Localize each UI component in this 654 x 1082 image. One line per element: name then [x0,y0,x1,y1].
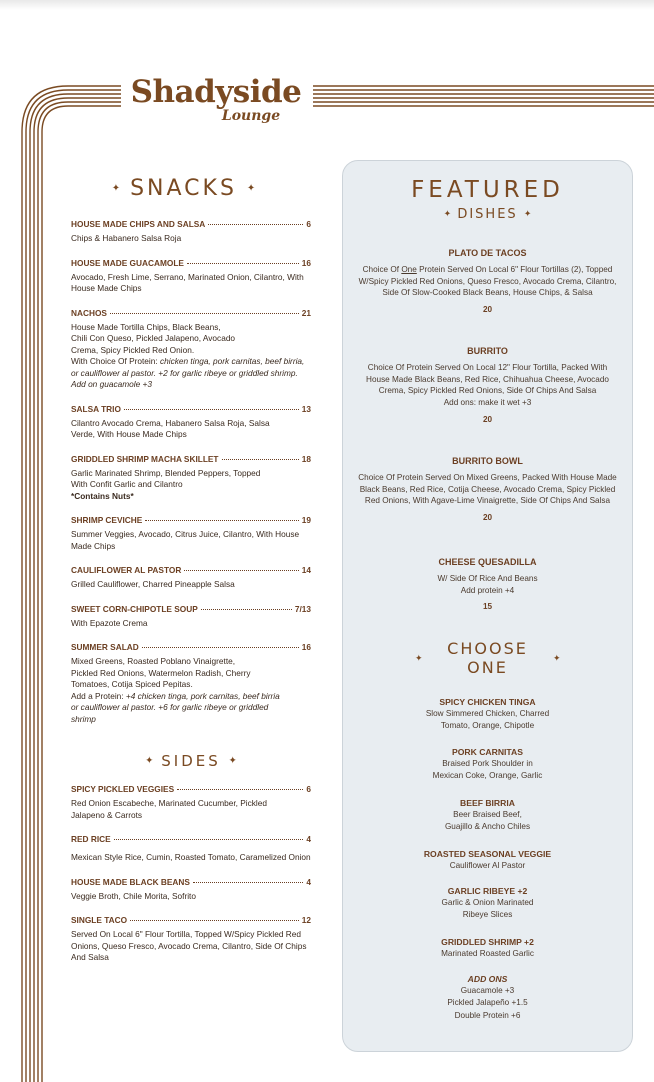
item-price: 4 [306,876,311,887]
dish-description [357,362,618,409]
dish-description [357,573,618,596]
dish-extra: Add protein +4 [460,585,515,595]
item-price: 16 [301,642,311,652]
dish-name: CHEESE QUESADILLA [438,557,537,567]
sides-title: SIDES [161,752,221,770]
item-name: CAULIFLOWER AL PASTOR [71,565,182,575]
menu-item [71,257,311,295]
item-name: SALSA TRIO [71,403,121,414]
protein-option [357,797,618,834]
protein-name: PORK CARNITAS [452,747,523,757]
sparkle-icon: ✦ [523,209,532,220]
brand-name: Shadyside [130,74,302,110]
menu-item [71,453,311,503]
protein-name: GRIDDLED SHRIMP +2 [441,937,534,947]
protein-desc: Braised Pork Shoulder in [442,759,533,768]
protein-name: SPICY CHICKEN TINGA [439,697,536,707]
item-name: HOUSE MADE GUACAMOLE [71,257,184,268]
item-price: 14 [301,565,311,575]
protein-desc: Garlic & Onion Marinated [441,898,534,907]
item-price: 6 [306,784,311,794]
item-description: Avocado, Fresh Lime, Serrano, Marinated Onion, Cilantro, With House Made Chips [71,271,304,293]
sparkle-icon: ✦ [246,183,256,194]
desc-line: Tomatoes, Cotija Spiced Pepitas. [71,679,193,689]
item-description: Mexican Style Rice, Cumin, Roasted Tomato, Caramelized Onion [71,852,311,862]
protein-name: BEEF BIRRIA [460,798,515,808]
protein-option [357,696,618,733]
protein-lead: Add a Protein: [71,690,126,701]
featured-dish [357,345,618,424]
menu-item [71,307,311,391]
protein-desc: Slow Simmered Chicken, Charred [425,709,550,718]
item-description: Summer Veggies, Avocado, Citrus Juice, Cilantro, With House Made Chips [71,529,300,551]
menu-item [71,603,311,630]
dish-price: 20 [482,305,493,315]
item-name: SWEET CORN-CHIPOTLE SOUP [71,603,198,614]
choose-one-heading [343,639,632,679]
sparkle-icon: ✦ [443,209,452,220]
dish-description: Choice Of Protein Served On Mixed Greens, Packed With House Made Black Beans, Red Rice, Cotija Cheese, Avocado Crema, Spicy Pickled Red Onions, With Agave-Lime Vinaigrette, Side Of Chips And Salsa [358,473,617,506]
desc-post: Protein Served On Local 6" Flour Tortillas (2), Topped W/Spicy Pickled Red Onions, Queso Fresco, Avocado Crema, Cilantro, Side Of Slow-Cooked Black Beans, House Chips, & Salsa [358,265,617,298]
featured-dish [357,455,618,522]
item-description [71,656,311,725]
menu-item [71,218,311,245]
item-description: Chips & Habanero Salsa Roja [71,233,182,243]
dish-extra: Add ons: make it wet +3 [443,398,532,408]
item-name: SHRIMP CEVICHE [71,515,143,525]
left-column [71,174,311,976]
protein-option [357,885,618,922]
dish-name: BURRITO BOWL [452,456,523,466]
dish-name: PLATO DE TACOS [448,248,527,258]
desc-line: Mixed Greens, Roasted Poblano Vinaigrette, [71,656,236,666]
protein-name: ROASTED SEASONAL VEGGIE [423,849,552,859]
menu-item [71,641,311,725]
featured-subtitle [343,207,632,222]
menu-item [71,914,311,964]
item-name: SINGLE TACO [71,915,128,925]
item-price: 13 [301,403,311,414]
protein-option [357,973,618,1022]
item-description [71,468,311,503]
protein-desc: Guacamole +3 [460,986,515,995]
protein-desc: Tomato, Orange, Chipotle [440,721,535,731]
sparkle-icon: ✦ [228,755,237,767]
desc-text: Choice Of Protein Served On Local 12" Flour Tortilla, Packed With House Made Black Beans, Red Rice, Chihuahua Cheese, Avocado Crema, Spicy Pickled Red Onions, Side Of Chips And Salsa [366,363,609,396]
item-name: SPICY PICKLED VEGGIES [71,784,175,794]
item-description [71,322,311,391]
item-name: NACHOS [71,307,107,318]
item-description: Cilantro Avocado Crema, Habanero Salsa Roja, Salsa Verde, With House Made Chips [71,417,270,439]
brand-subname: Lounge [221,108,281,124]
protein-desc: Ribeye Slices [462,910,513,920]
dish-description [357,264,618,299]
item-description: Grilled Cauliflower, Charred Pineapple Salsa [71,579,235,589]
protein-name: GARLIC RIBEYE +2 [447,886,528,896]
protein-options: chicken tinga, pork carnitas, beef birria, or cauliflower al pastor. +2 for garlic ribeye or griddled shrimp. Add on guacamole +3 [71,356,305,389]
menu-item [71,564,311,591]
protein-name: ADD ONS [467,974,508,984]
protein-lead: With Choice Of Protein: [71,356,160,366]
protein-desc: Cauliflower Al Pastor [449,861,526,870]
desc-line: Pickled Red Onions, Watermelon Radish, Cherry [71,667,251,678]
item-price: 7/13 [294,603,311,614]
menu-item [71,403,311,441]
item-description: Red Onion Escabeche, Marinated Cucumber, Pickled Jalapeno & Carrots [71,798,268,820]
dish-price: 15 [482,602,493,612]
protein-option [357,936,618,960]
item-price: 19 [301,515,311,525]
menu-item [71,514,311,552]
menu-item [71,876,311,903]
sparkle-icon: ✦ [111,183,121,194]
protein-option [357,746,618,783]
protein-desc: Marinated Roasted Garlic [441,949,534,958]
desc-line: Crema, Spicy Pickled Red Onion. [71,344,195,355]
featured-dish [357,556,618,611]
protein-desc: Double Protein +6 [454,1010,521,1020]
featured-panel [342,160,633,1052]
item-note: *Contains Nuts* [71,490,134,501]
sparkle-icon: ✦ [553,653,561,663]
desc-pre: Choice Of [362,265,402,274]
choose-title [343,639,632,677]
protein-desc: Guajillo & Ancho Chiles [444,822,531,832]
brand-logo [128,74,304,132]
choose-line2: ONE [467,658,508,677]
snacks-heading [56,174,311,204]
item-name: HOUSE MADE BLACK BEANS [71,876,190,887]
item-price: 18 [301,453,311,464]
item-description: Served On Local 6" Flour Tortilla, Topped W/Spicy Pickled Red Onions, Queso Fresco, Avocado Crema, Cilantro, Side Of Chips And Salsa [71,929,307,962]
desc-underline: One [401,265,417,274]
featured-title: FEATURED [411,177,564,203]
sparkle-icon: ✦ [145,755,154,767]
desc-text: Garlic Marinated Shrimp, Blended Peppers, Topped With Confit Garlic and Cilantro [71,467,261,489]
item-description: With Epazote Crema [71,617,148,628]
desc-text: W/ Side Of Rice And Beans [437,574,538,583]
item-name: HOUSE MADE CHIPS AND SALSA [71,219,206,229]
protein-desc: Pickled Jalapeño +1.5 [447,998,528,1008]
item-price: 21 [301,307,311,318]
sparkle-icon: ✦ [415,653,423,663]
item-name: RED RICE [71,834,111,844]
dish-price: 20 [482,414,493,424]
featured-subtitle-text: DISHES [457,207,518,222]
choose-line1: CHOOSE [447,639,528,658]
snacks-title: SNACKS [130,176,237,201]
item-description: Veggie Broth, Chile Morita, Sofrito [71,890,196,901]
protein-options: +4 chicken tinga, pork carnitas, beef birria or cauliflower al pastor. +6 for garlic ribeye or griddled shrimp [71,690,280,724]
item-price: 12 [301,915,311,925]
menu-item [71,833,311,864]
desc-line: House Made Tortilla Chips, Black Beans, [71,321,221,332]
protein-option [357,848,618,872]
item-name: SUMMER SALAD [71,642,139,652]
sides-heading [71,749,311,773]
item-price: 6 [306,219,311,229]
dish-name: BURRITO [467,346,508,356]
item-price: 16 [301,257,311,268]
protein-desc: Beer Braised Beef, [453,810,522,819]
desc-line: Chili Con Queso, Pickled Jalapeno, Avocado [71,333,236,343]
item-name: GRIDDLED SHRIMP MACHA SKILLET [71,453,219,464]
item-price: 4 [306,834,311,844]
menu-item [71,783,311,821]
featured-dish [357,247,618,314]
dish-price: 20 [482,513,493,523]
protein-desc: Mexican Coke, Orange, Garlic [432,771,543,781]
